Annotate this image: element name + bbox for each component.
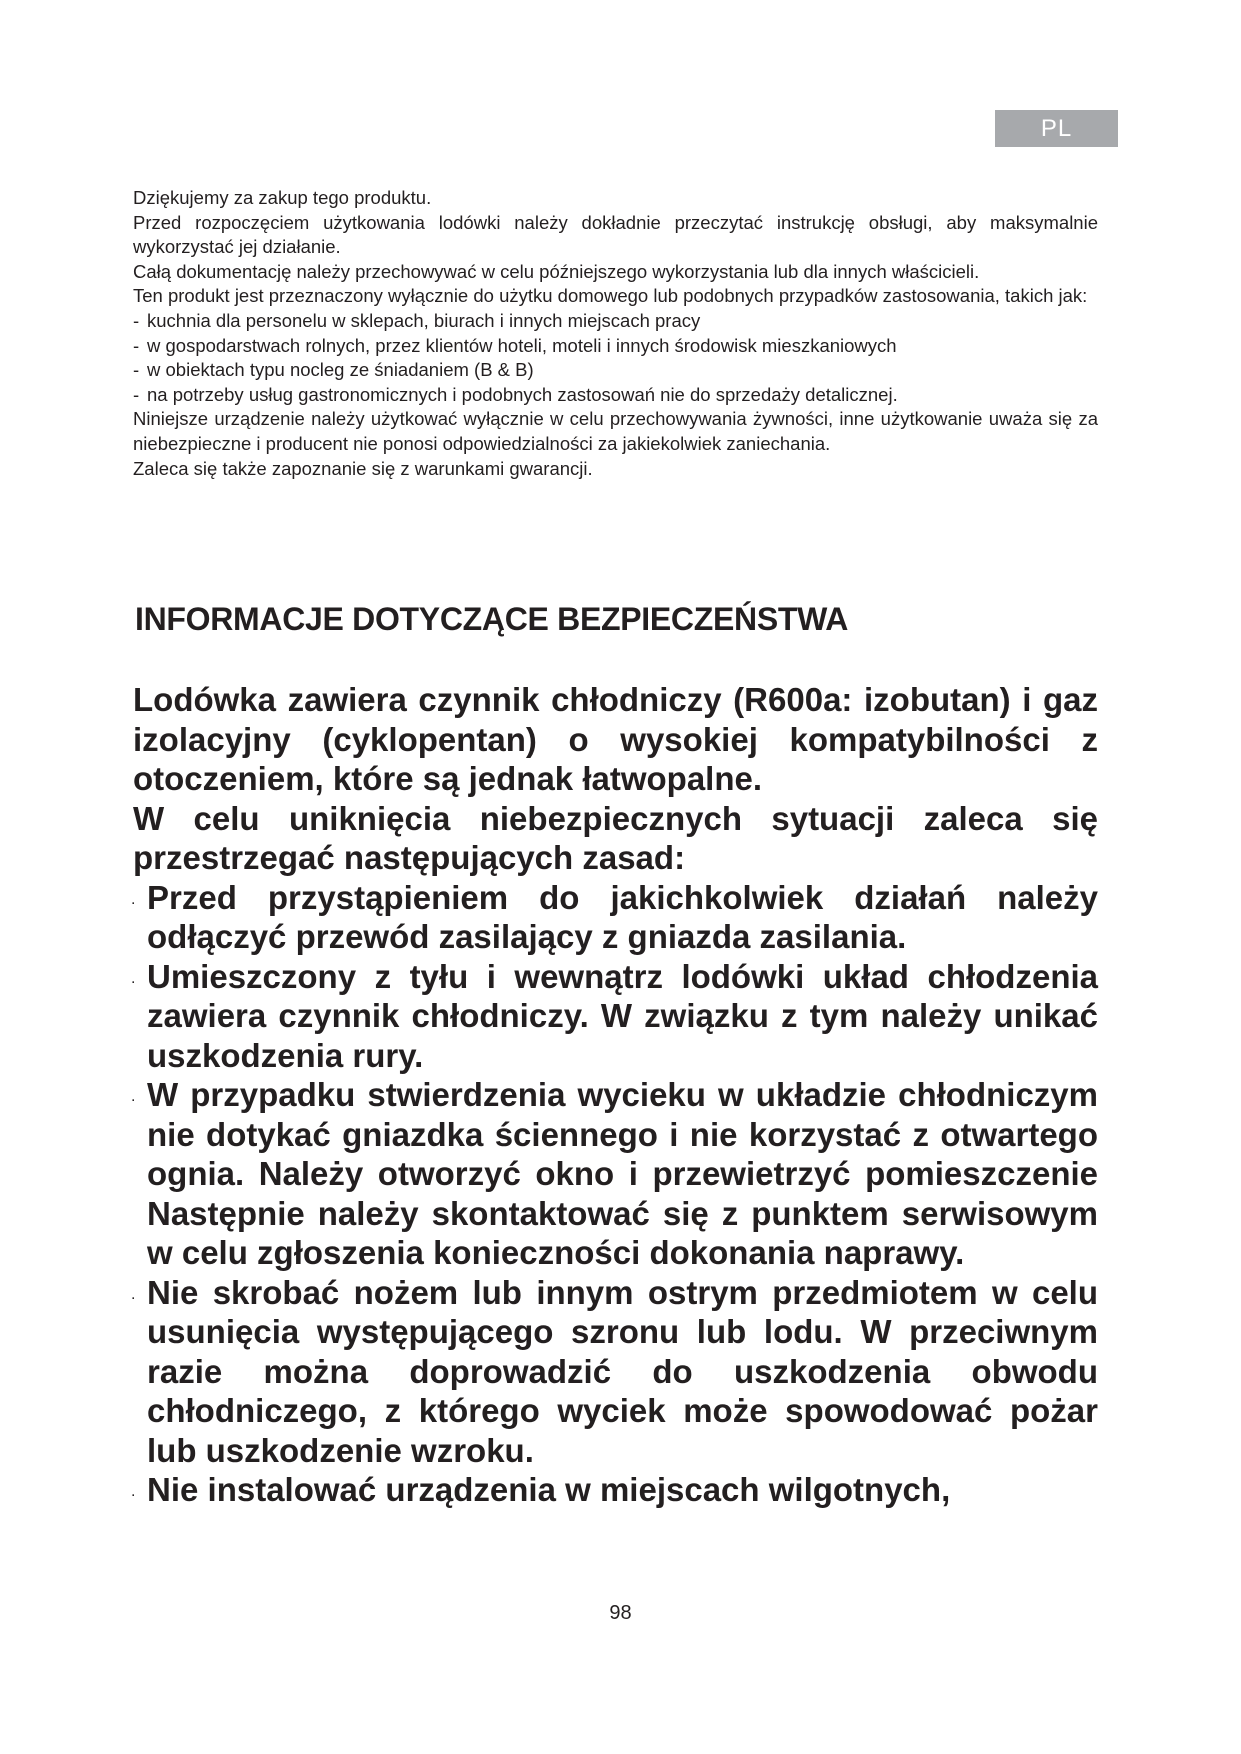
safety-section — [133, 680, 1098, 1510]
language-badge: PL — [995, 110, 1118, 147]
list-item: . Nie instalować urządzenia w miejscach wilgotnych, — [133, 1470, 1098, 1510]
intro-thanks: Dziękujemy za zakup tego produktu. — [133, 187, 432, 208]
safety-rules-list — [133, 878, 1098, 1510]
use-case-list — [133, 309, 1098, 407]
section-heading: INFORMACJE DOTYCZĄCE BEZPIECZEŃSTWA — [135, 601, 849, 637]
list-item: - w gospodarstwach rolnych, przez klientów hoteli, moteli i innych środowisk mieszkaniowych — [133, 334, 1098, 359]
intro-intended-use: Ten produkt jest przeznaczony wyłącznie do użytku domowego lub podobnych przypadków zastosowania, takich jak: — [133, 285, 1088, 307]
list-item: . Umieszczony z tyłu i wewnątrz lodówki układ chłodzenia zawiera czynnik chłodniczy. W związku z tym należy unikać uszkodzenia rury. — [133, 957, 1098, 1076]
intro-section — [133, 186, 1098, 481]
list-item: - kuchnia dla personelu w sklepach, biurach i innych miejscach pracy — [133, 309, 1098, 334]
refrigerant-note: Lodówka zawiera czynnik chłodniczy (R600a: izobutan) i gaz izolacyjny (cyklopentan) o wysokiej kompatybilności z otoczeniem, które są jednak łatwopalne. — [133, 681, 1098, 797]
list-item: . Nie skrobać nożem lub innym ostrym przedmiotem w celu usunięcia występującego szronu lub lodu. W przeciwnym razie można doprowadzić do uszkodzenia obwodu chłodniczego, z którego wyciek może spowodować pożar lub uszkodzenie wzroku. — [133, 1273, 1098, 1471]
intro-keep-docs: Całą dokumentację należy przechowywać w celu późniejszego wykorzystania lub dla innych właścicieli. — [133, 260, 980, 282]
intro-warranty: Zaleca się także zapoznanie się z warunkami gwarancji. — [133, 457, 593, 479]
list-item: . Przed przystąpieniem do jakichkolwiek działań należy odłączyć przewód zasilający z gniazda zasilania. — [133, 878, 1098, 957]
intro-food-only: Niniejsze urządzenie należy użytkować wyłącznie w celu przechowywania żywności, inne użytkowanie uważa się za niebezpieczne i producent nie ponosi odpowiedzialności za jakiekolwiek zaniechania. — [133, 408, 1098, 454]
intro-read-manual: Przed rozpoczęciem użytkowania lodówki należy dokładnie przeczytać instrukcję obsługi, aby maksymalnie wykorzystać jej działanie. — [133, 211, 1098, 258]
page-number: 98 — [609, 1602, 632, 1624]
rules-intro: W celu uniknięcia niebezpiecznych sytuacji zaleca się przestrzegać następujących zasad: — [133, 799, 1098, 876]
list-item: - w obiektach typu nocleg ze śniadaniem (B & B) — [133, 358, 1098, 383]
list-item: . W przypadku stwierdzenia wycieku w układzie chłodniczym nie dotykać gniazdka ściennego i nie korzystać z otwartego ognia. Należy otworzyć okno i przewietrzyć pomieszczenie Następnie należy skontaktować się z punktem serwisowym w celu zgłoszenia konieczności dokonania naprawy. — [133, 1075, 1098, 1273]
list-item: - na potrzeby usług gastronomicznych i podobnych zastosowań nie do sprzedaży detalicznej. — [133, 383, 1098, 408]
